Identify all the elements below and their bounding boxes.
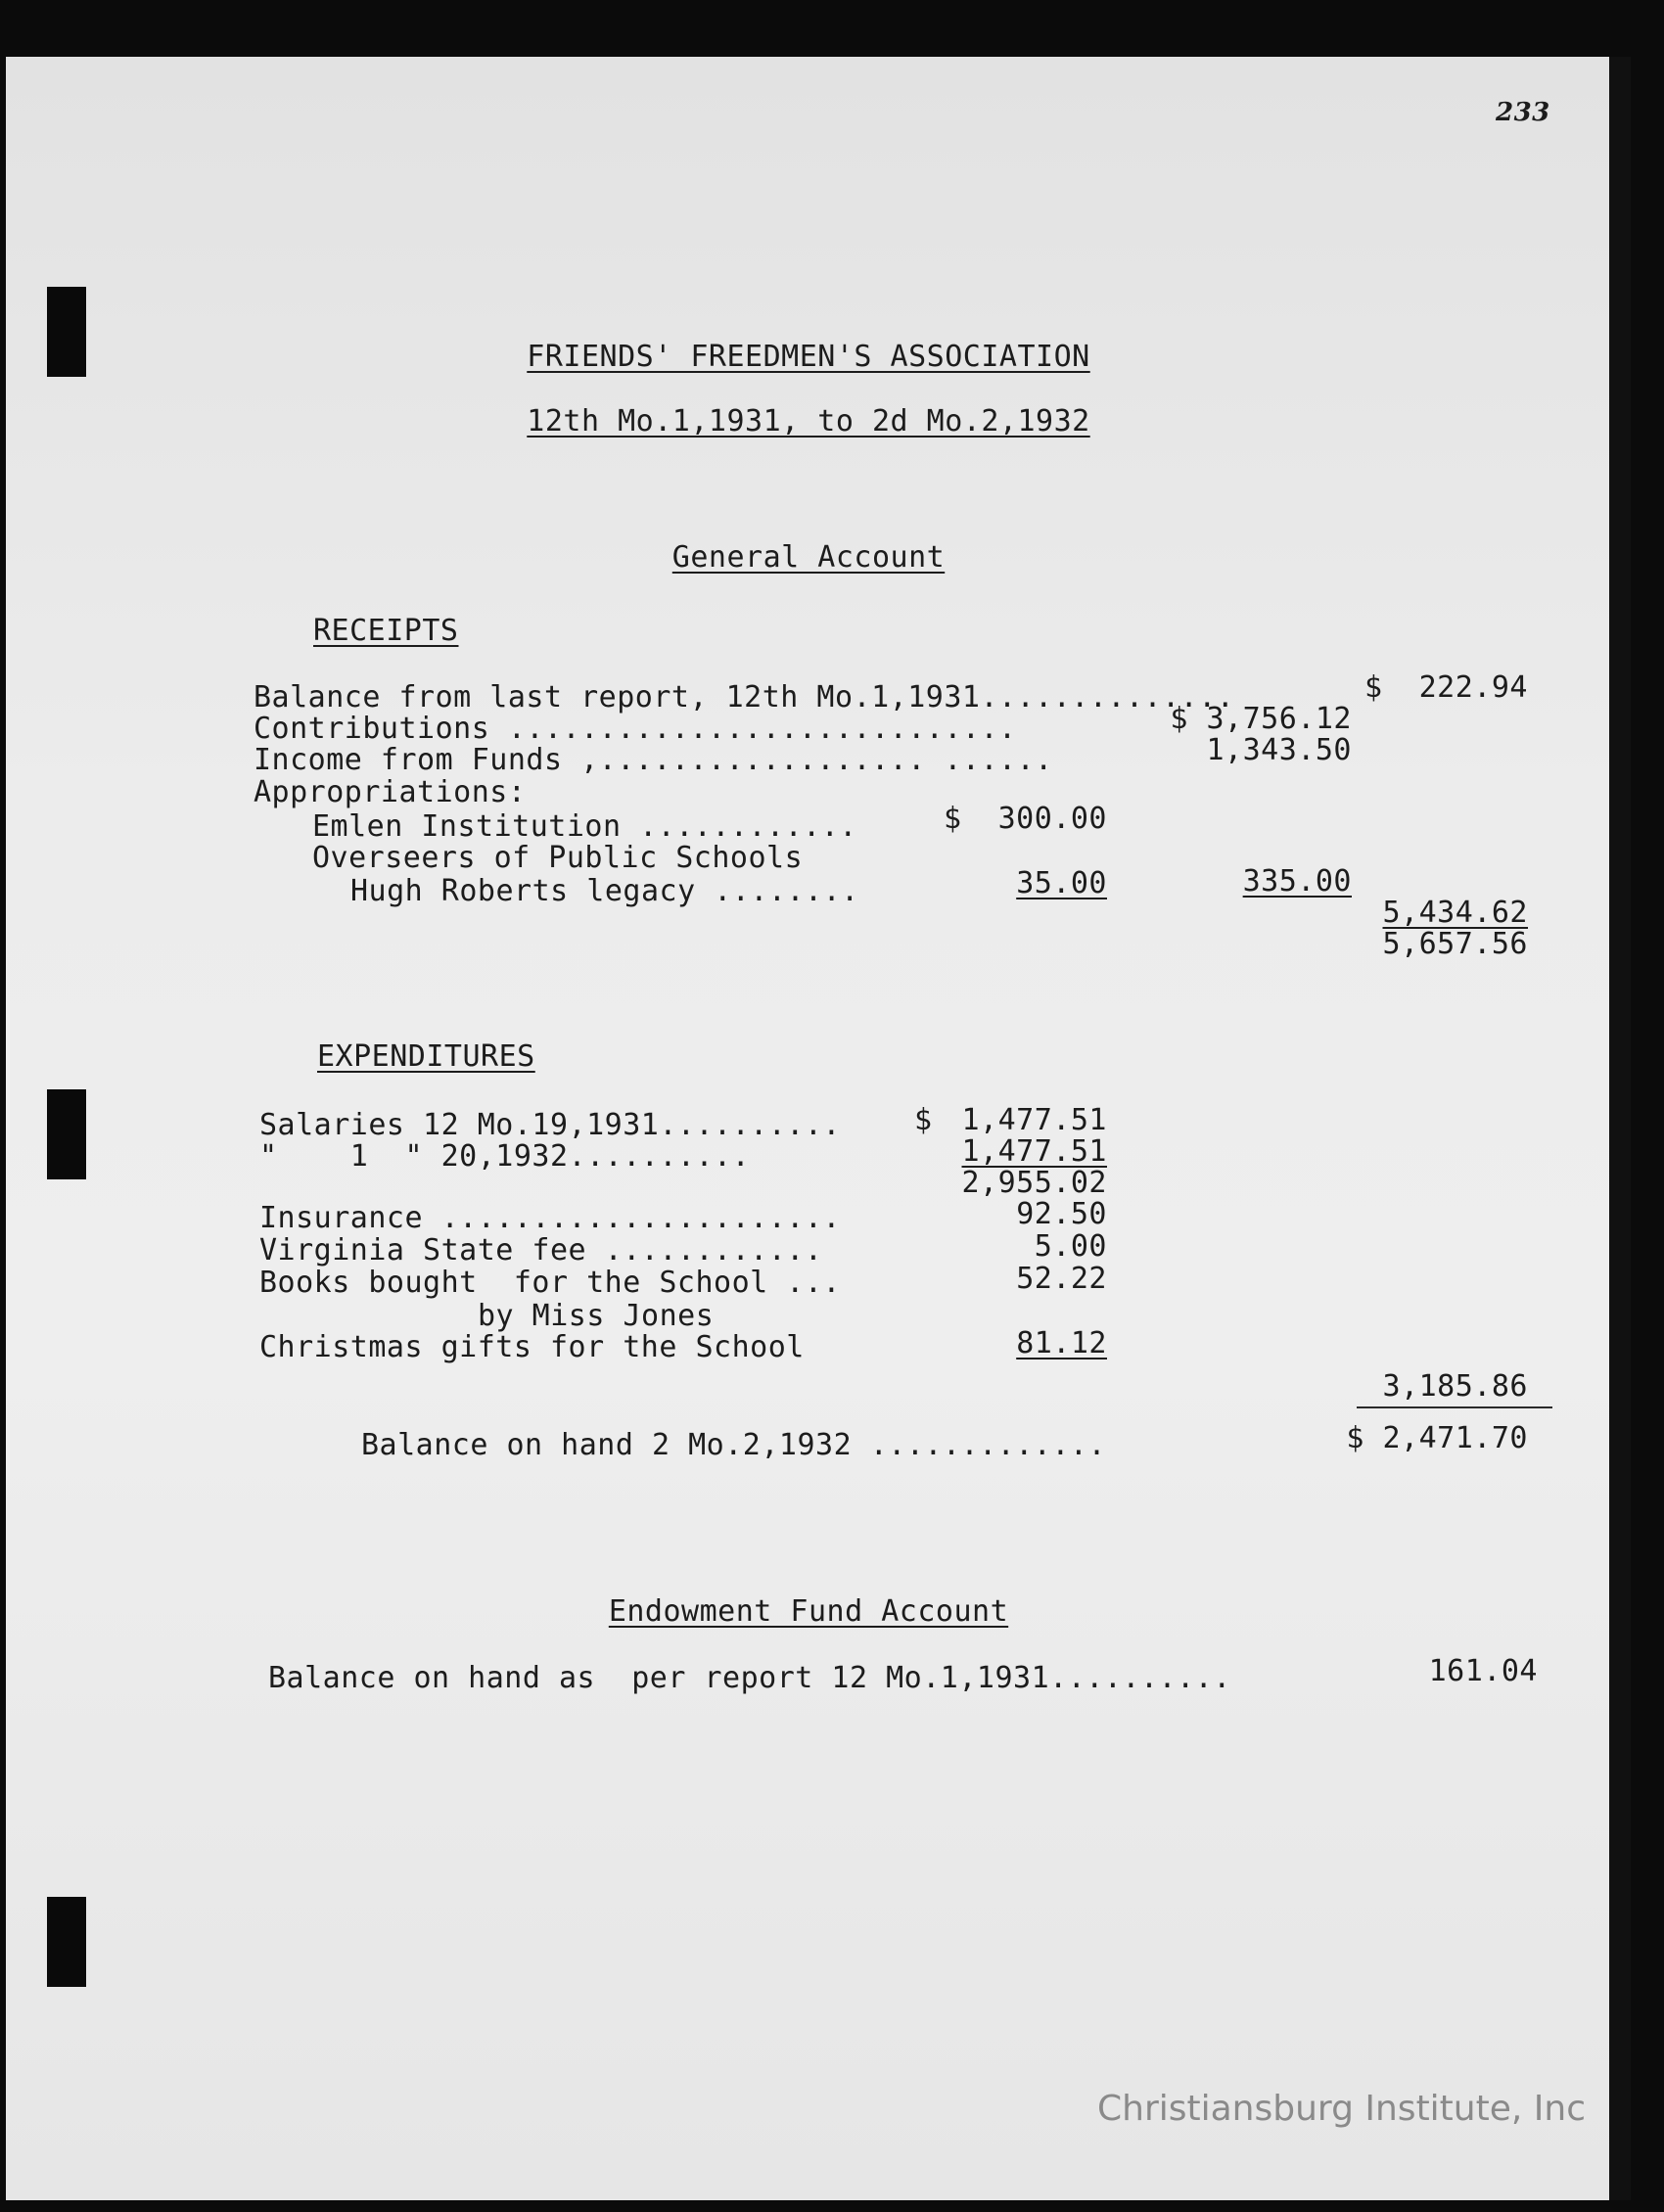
binder-hole-bottom [47, 1897, 86, 1987]
income-from-funds-label: Income from Funds ,.................. ...... [254, 743, 1053, 777]
report-period: 12th Mo.1,1931, to 2d Mo.2,1932 [527, 404, 1090, 438]
emlen-institution-amount: $ 300.00 [943, 802, 1107, 836]
salaries-label-2: " 1 " 20,1932.......... [259, 1139, 751, 1174]
contributions-amount: $ 3,756.12 [1170, 702, 1352, 736]
books-bought-label-2: by Miss Jones [478, 1299, 715, 1333]
receipts-total: 5,657.56 [1382, 927, 1528, 961]
watermark: Christiansburg Institute, Inc [1096, 2089, 1586, 2129]
salaries-dollar-sign: $ [914, 1103, 933, 1137]
balance-from-last-report-label: Balance from last report, 12th Mo.1,1931.............. [254, 680, 1235, 714]
salaries-amount-1: 1,477.51 [961, 1103, 1107, 1137]
contributions-label: Contributions ............................ [254, 712, 1017, 746]
insurance-label: Insurance ...................... [259, 1201, 841, 1235]
receipts-subtotal: 5,434.62 [1382, 896, 1528, 930]
endowment-fund-title: Endowment Fund Account [608, 1594, 1009, 1629]
binder-hole-middle [47, 1089, 86, 1179]
hugh-roberts-label: Hugh Roberts legacy ........ [350, 874, 859, 908]
appropriations-total: 335.00 [1242, 864, 1352, 899]
hugh-roberts-amount: 35.00 [1016, 866, 1107, 900]
income-from-funds-amount: 1,343.50 [1206, 733, 1352, 767]
christmas-gifts-label: Christmas gifts for the School [259, 1330, 805, 1364]
christmas-gifts-amount: 81.12 [1016, 1326, 1107, 1360]
document-page [6, 57, 1631, 2200]
salaries-label: Salaries 12 Mo.19,1931.......... [259, 1108, 841, 1142]
salaries-amount-2: 1,477.51 [961, 1134, 1107, 1169]
page-number: 233 [1496, 98, 1550, 127]
overseers-label: Overseers of Public Schools [312, 841, 804, 875]
virginia-state-fee-label: Virginia State fee ............ [259, 1233, 823, 1267]
balance-from-last-report-amount: $ 222.94 [1364, 670, 1528, 705]
page-edge-shadow [1609, 57, 1631, 2200]
virginia-state-fee-amount: 5.00 [1034, 1229, 1107, 1264]
balance-on-hand-label: Balance on hand 2 Mo.2,1932 ............. [361, 1428, 1107, 1462]
balance-on-hand-amount: $ 2,471.70 [1346, 1421, 1528, 1455]
insurance-amount: 92.50 [1016, 1197, 1107, 1231]
salaries-total: 2,955.02 [961, 1166, 1107, 1200]
appropriations-label: Appropriations: [254, 775, 527, 809]
receipts-heading: RECEIPTS [313, 614, 459, 648]
general-account-title: General Account [671, 540, 946, 575]
endowment-balance-amount: 161.04 [1428, 1654, 1538, 1688]
books-bought-label: Books bought for the School ... [259, 1266, 841, 1300]
endowment-balance-label: Balance on hand as per report 12 Mo.1,1931.......... [268, 1661, 1231, 1695]
expenditures-total: 3,185.86 [1382, 1369, 1528, 1404]
expenditures-heading: EXPENDITURES [317, 1039, 535, 1074]
expenditures-total-rule [1357, 1406, 1552, 1408]
org-title: FRIENDS' FREEDMEN'S ASSOCIATION [527, 340, 1090, 374]
books-bought-amount: 52.22 [1016, 1262, 1107, 1296]
emlen-institution-label: Emlen Institution ............ [312, 809, 857, 844]
